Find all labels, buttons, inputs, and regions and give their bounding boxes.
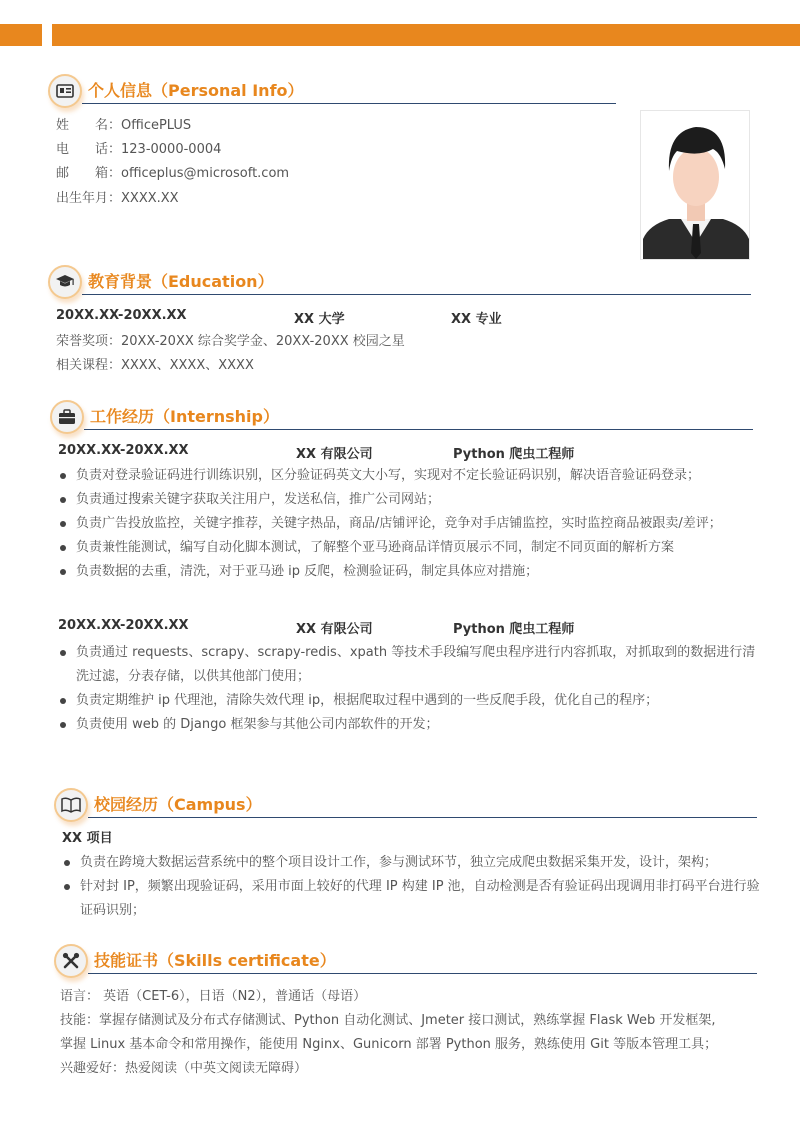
campus-section-title: 校园经历（Campus） xyxy=(94,795,262,814)
work-entry-role: Python 爬虫工程师 xyxy=(453,622,575,637)
header-bar-left xyxy=(0,24,42,46)
campus-bullets xyxy=(60,851,760,923)
work-entry-role: Python 爬虫工程师 xyxy=(453,447,575,462)
education-school: XX 大学 xyxy=(294,312,345,327)
personal-row-birth: 出生年月：XXXX.XX xyxy=(56,191,179,206)
list-item: 负责在跨境大数据运营系统中的整个项目设计工作，参与测试环节，独立完成爬虫数据采集开发，设计，架构； xyxy=(60,851,760,875)
education-entry-row xyxy=(56,308,756,328)
list-item: 负责对登录验证码进行训练识别，区分验证码英文大小写，实现对不定长验证码识别，解决语音验证码登录； xyxy=(56,464,756,488)
work-entry-company: XX 有限公司 xyxy=(296,447,373,462)
campus-section-header xyxy=(54,788,757,824)
skills-line-tools: 掌握 Linux 基本命令和常用操作，能使用 Nginx、Gunicorn 部署 Python 服务，熟练使用 Git 等版本管理工具； xyxy=(60,1037,718,1052)
id-card-icon xyxy=(48,74,82,108)
work-entry-date: 20XX.XX-20XX.XX xyxy=(58,443,189,458)
list-item: 负责定期维护 ip 代理池，清除失效代理 ip，根据爬取过程中遇到的一些反爬手段，优化自己的程序； xyxy=(56,689,756,713)
list-item: 针对封 IP，频繁出现验证码，采用市面上较好的代理 IP 构建 IP 池，自动检测是否有验证码出现调用非打码平台进行验证码识别； xyxy=(60,875,760,923)
header-bar-right xyxy=(52,24,800,46)
education-courses: 相关课程：XXXX、XXXX、XXXX xyxy=(56,358,254,373)
personal-section-title: 个人信息（Personal Info） xyxy=(88,81,304,100)
campus-project-name: XX 项目 xyxy=(62,831,113,846)
education-date: 20XX.XX-20XX.XX xyxy=(56,308,187,323)
list-item: 负责使用 web 的 Django 框架参与其他公司内部软件的开发； xyxy=(56,713,756,737)
education-honors: 荣誉奖项：20XX-20XX 综合奖学金、20XX-20XX 校园之星 xyxy=(56,334,405,349)
list-item: 负责数据的去重，清洗，对于亚马逊 ip 反爬，检测验证码，制定具体应对措施； xyxy=(56,560,756,584)
work-entry-bullets xyxy=(56,641,756,737)
book-icon xyxy=(54,788,88,822)
list-item: 负责广告投放监控，关键字推荐，关键字热品，商品/店铺评论，竞争对手店铺监控，实时监控商品被跟卖/差评； xyxy=(56,512,756,536)
education-section-header xyxy=(48,265,751,301)
skills-line-skills: 技能：掌握存储测试及分布式存储测试、Python 自动化测试、Jmeter 接口测试，熟练掌握 Flask Web 开发框架, xyxy=(60,1013,716,1028)
graduation-cap-icon xyxy=(48,265,82,299)
work-entry-company: XX 有限公司 xyxy=(296,622,373,637)
list-item: 负责兼性能测试，编写自动化脚本测试，了解整个亚马逊商品详情页展示不同，制定不同页面的解析方案 xyxy=(56,536,756,560)
briefcase-icon xyxy=(50,400,84,434)
personal-row-name: 姓 名：OfficePLUS xyxy=(56,118,192,133)
skills-line-languages: 语言： 英语（CET-6），日语（N2），普通话（母语） xyxy=(60,989,367,1004)
list-item: 负责通过搜索关键字获取关注用户，发送私信，推广公司网站； xyxy=(56,488,756,512)
list-item: 负责通过 requests、scrapy、scrapy-redis、xpath 等技术手段编写爬虫程序进行内容抓取，对抓取到的数据进行清洗过滤，分表存储，以供其他部门使用； xyxy=(56,641,756,689)
work-entry-date: 20XX.XX-20XX.XX xyxy=(58,618,189,633)
personal-row-phone: 电 话：123-0000-0004 xyxy=(56,142,222,157)
personal-row-email: 邮 箱：officeplus@microsoft.com xyxy=(56,166,290,181)
work-section-header xyxy=(50,400,753,436)
work-entry-row xyxy=(58,618,758,638)
personal-section-header xyxy=(48,74,616,110)
skills-section-title: 技能证书（Skills certificate） xyxy=(94,951,336,970)
skills-line-hobbies: 兴趣爱好：热爱阅读（中英文阅读无障碍） xyxy=(60,1061,308,1076)
skills-section-header xyxy=(54,944,757,980)
education-major: XX 专业 xyxy=(451,312,502,327)
work-section-title: 工作经历（Internship） xyxy=(90,407,279,426)
tools-icon xyxy=(54,944,88,978)
work-entry-bullets xyxy=(56,464,756,584)
education-section-title: 教育背景（Education） xyxy=(88,272,274,291)
profile-photo xyxy=(640,110,750,260)
work-entry-row xyxy=(58,443,758,463)
